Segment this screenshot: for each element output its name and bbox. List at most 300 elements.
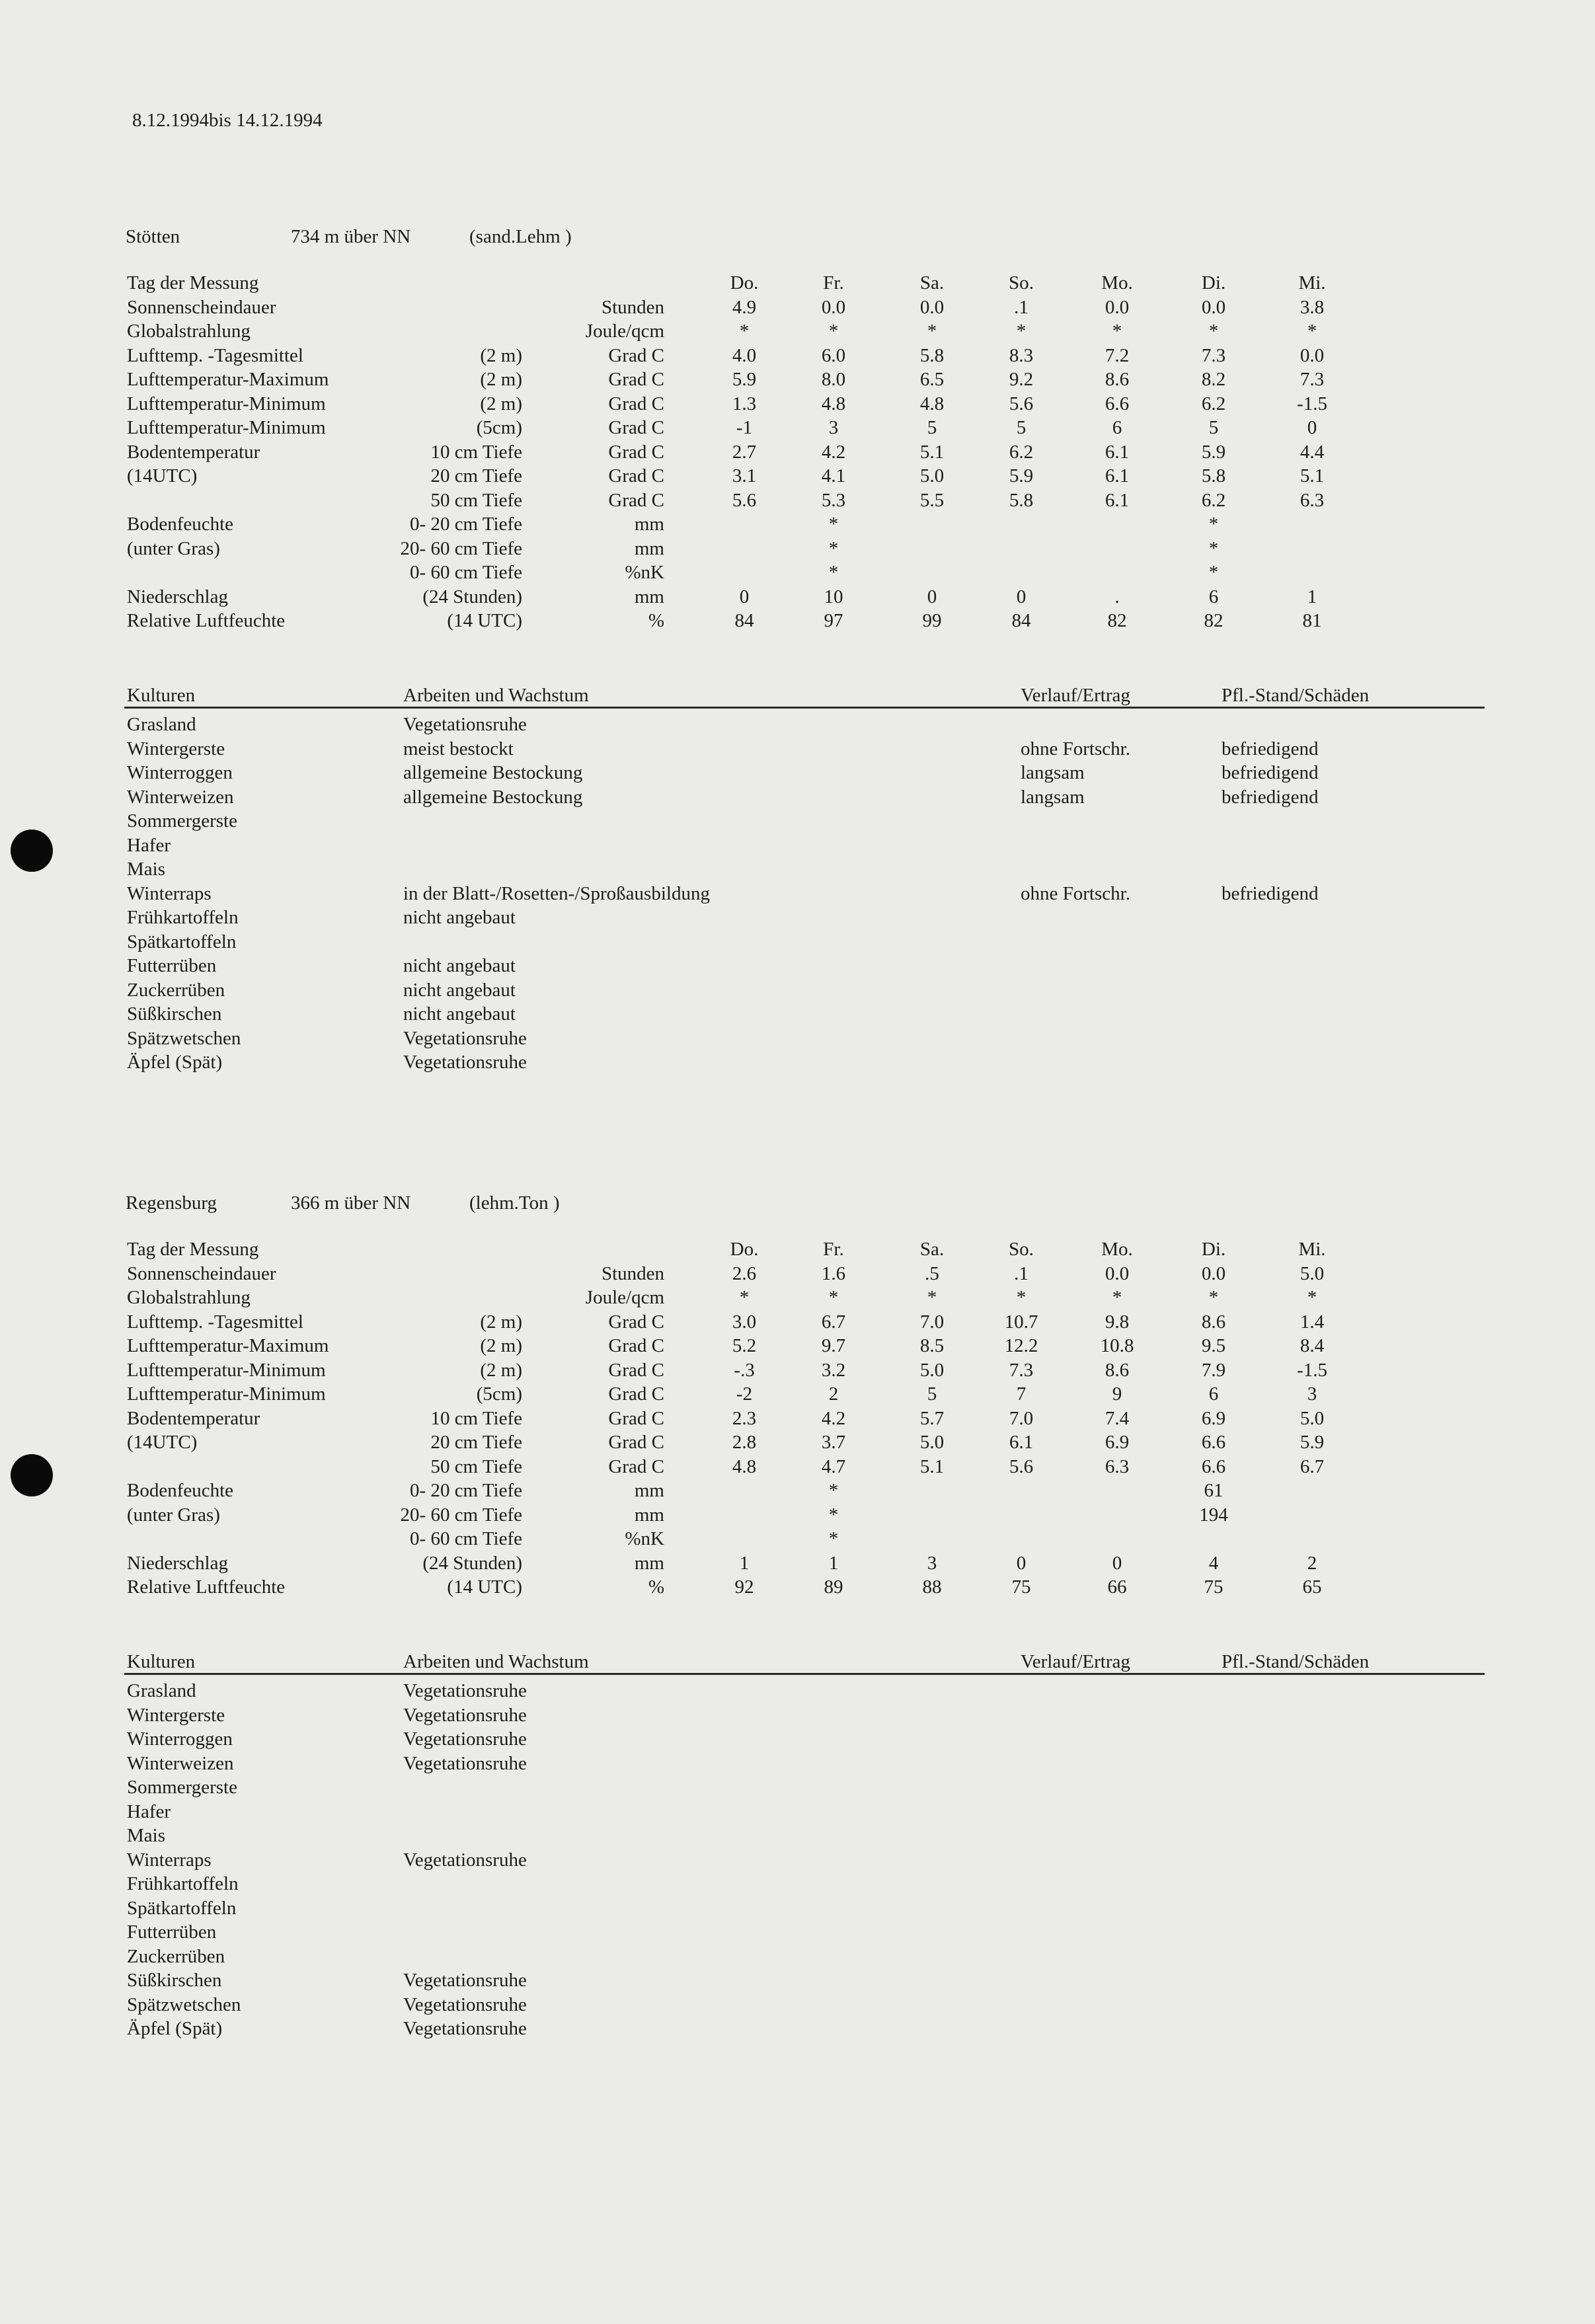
date-range: 8.12.1994bis 14.12.1994 xyxy=(132,110,323,131)
value-cell: 8.2 xyxy=(1201,369,1226,390)
value-cell: 8.3 xyxy=(1009,344,1034,366)
value-cell: 5.7 xyxy=(919,1407,945,1429)
crop-name: Grasland xyxy=(127,714,196,735)
crop-name: Spätkartoffeln xyxy=(127,931,237,952)
value-cell: * xyxy=(1208,1287,1219,1308)
value-cell: 3 xyxy=(927,1552,937,1574)
crop-stand: befriedigend xyxy=(1222,882,1319,904)
value-cell: 7.3 xyxy=(1300,369,1325,390)
value-cell: 7.4 xyxy=(1105,1407,1130,1429)
value-cell: 5.9 xyxy=(1201,441,1226,463)
value-cell: 5.0 xyxy=(1300,1262,1325,1284)
value-cell: 6 xyxy=(1208,1383,1219,1405)
row-label: Lufttemperatur-Maximum xyxy=(127,369,329,390)
row-sublabel: (14 UTC) xyxy=(447,610,522,631)
crop-name: Winterroggen xyxy=(127,1728,233,1750)
value-cell: * xyxy=(828,514,839,535)
row-unit: Joule/qcm xyxy=(585,321,664,342)
value-cell: 66 xyxy=(1107,1576,1127,1598)
row-label: Lufttemperatur-Minimum xyxy=(127,1383,326,1405)
value-cell: 5.6 xyxy=(1009,393,1034,414)
row-unit: Grad C xyxy=(608,441,664,463)
value-cell: 97 xyxy=(824,610,843,631)
value-cell: * xyxy=(1016,1287,1027,1308)
crop-arbeiten: in der Blatt-/Rosetten-/Sproßausbildung xyxy=(403,882,710,904)
value-cell: 3.0 xyxy=(732,1311,757,1333)
value-cell: 99 xyxy=(922,610,942,631)
row-label: Sonnenscheindauer xyxy=(127,296,276,318)
row-unit: %nK xyxy=(625,562,664,583)
row-unit: mm xyxy=(634,1480,664,1501)
day-header: Fr. xyxy=(823,1239,844,1260)
value-cell: 0.0 xyxy=(821,296,846,318)
value-cell: 7.0 xyxy=(1009,1407,1034,1429)
crop-name: Futterrüben xyxy=(127,955,217,976)
crop-arbeiten: nicht angebaut xyxy=(403,1003,516,1025)
row-label: Lufttemperatur-Minimum xyxy=(127,417,326,438)
row-unit: Grad C xyxy=(608,393,664,414)
row-sublabel: 0- 20 cm Tiefe xyxy=(410,514,522,535)
row-unit: Grad C xyxy=(608,1455,664,1477)
value-cell: 5.2 xyxy=(732,1335,757,1356)
value-cell: 1.6 xyxy=(821,1262,846,1284)
crop-arbeiten: allgemeine Bestockung xyxy=(403,786,583,808)
crop-name: Süßkirschen xyxy=(127,1003,222,1025)
value-cell: 9.8 xyxy=(1105,1311,1130,1333)
day-header: Fr. xyxy=(823,272,844,293)
value-cell: * xyxy=(1208,562,1219,583)
station-soil: (sand.Lehm ) xyxy=(469,226,572,247)
row-unit: mm xyxy=(634,514,664,535)
crop-name: Futterrüben xyxy=(127,1921,217,1943)
value-cell: 5.8 xyxy=(1201,465,1226,486)
value-cell: 6.2 xyxy=(1201,393,1226,414)
row-sublabel: (14 UTC) xyxy=(447,1576,522,1598)
value-cell: * xyxy=(927,1287,937,1308)
value-cell: 2.6 xyxy=(732,1262,757,1284)
value-cell: 5.8 xyxy=(919,344,945,366)
value-cell: 3.1 xyxy=(732,465,757,486)
crop-name: Spätkartoffeln xyxy=(127,1897,237,1919)
crop-header-stand: Pfl.-Stand/Schäden xyxy=(1222,1651,1370,1672)
row-sublabel: 20 cm Tiefe xyxy=(430,465,522,486)
value-cell: 1.4 xyxy=(1300,1311,1325,1333)
crop-name: Mais xyxy=(127,859,165,880)
value-cell: 84 xyxy=(734,610,754,631)
row-label: Bodentemperatur xyxy=(127,441,260,463)
row-unit: Stunden xyxy=(601,1262,664,1284)
row-label: (unter Gras) xyxy=(127,537,220,559)
row-sublabel: (5cm) xyxy=(476,1383,522,1405)
value-cell: 8.6 xyxy=(1105,1359,1130,1381)
value-cell: 6.2 xyxy=(1009,441,1034,463)
crop-name: Wintergerste xyxy=(127,1704,225,1726)
crop-header-arbeiten: Arbeiten und Wachstum xyxy=(403,1651,589,1672)
value-cell: * xyxy=(1112,1287,1122,1308)
crop-name: Winterroggen xyxy=(127,762,233,783)
value-cell: 3.2 xyxy=(821,1359,846,1381)
value-cell: 6.3 xyxy=(1105,1455,1130,1477)
value-cell: -2 xyxy=(736,1383,753,1405)
crop-name: Frühkartoffeln xyxy=(127,1873,239,1894)
row-unit: Stunden xyxy=(601,296,664,318)
value-cell: 89 xyxy=(824,1576,843,1598)
row-label: Sonnenscheindauer xyxy=(127,1262,276,1284)
value-cell: 6.9 xyxy=(1201,1407,1226,1429)
crop-name: Zuckerrüben xyxy=(127,1945,225,1967)
value-cell: 1 xyxy=(739,1552,750,1574)
value-cell: 0 xyxy=(1016,586,1027,607)
crop-name: Winterraps xyxy=(127,1849,212,1871)
value-cell: 6.7 xyxy=(821,1311,846,1333)
row-label: Lufttemperatur-Maximum xyxy=(127,1335,329,1356)
crop-arbeiten: Vegetationsruhe xyxy=(403,1680,527,1701)
row-unit: Grad C xyxy=(608,1335,664,1356)
value-cell: 0.0 xyxy=(1105,1262,1130,1284)
row-label: Relative Luftfeuchte xyxy=(127,610,286,631)
value-cell: 0.0 xyxy=(919,296,945,318)
row-unit: % xyxy=(648,610,664,631)
crop-name: Winterraps xyxy=(127,882,212,904)
row-sublabel: 50 cm Tiefe xyxy=(430,489,522,511)
value-cell: 65 xyxy=(1302,1576,1322,1598)
row-label: Tag der Messung xyxy=(127,272,259,293)
value-cell: 4.0 xyxy=(732,344,757,366)
value-cell: 5.0 xyxy=(919,465,945,486)
row-unit: mm xyxy=(634,537,664,559)
day-header: Mo. xyxy=(1101,1239,1133,1260)
value-cell: * xyxy=(739,321,750,342)
value-cell: 92 xyxy=(734,1576,754,1598)
day-header: Sa. xyxy=(919,272,945,293)
value-cell: * xyxy=(1307,1287,1317,1308)
crop-name: Äpfel (Spät) xyxy=(127,2018,223,2039)
punch-hole-top xyxy=(11,830,53,872)
row-unit: mm xyxy=(634,1504,664,1526)
crop-arbeiten: meist bestockt xyxy=(403,738,514,759)
value-cell: 9 xyxy=(1112,1383,1122,1405)
row-sublabel: 20- 60 cm Tiefe xyxy=(400,1504,522,1526)
value-cell: 12.2 xyxy=(1004,1335,1038,1356)
value-cell: 10.7 xyxy=(1004,1311,1038,1333)
value-cell: 5 xyxy=(927,417,937,438)
crop-header-arbeiten: Arbeiten und Wachstum xyxy=(403,685,589,706)
crop-arbeiten: nicht angebaut xyxy=(403,907,516,928)
value-cell: 5.9 xyxy=(1300,1432,1325,1453)
row-label: (unter Gras) xyxy=(127,1504,220,1526)
row-sublabel: 10 cm Tiefe xyxy=(430,441,522,463)
station-name: Stötten xyxy=(126,226,180,247)
value-cell: 0 xyxy=(1016,1552,1027,1574)
day-header: Di. xyxy=(1201,272,1226,293)
value-cell: 4.4 xyxy=(1300,441,1325,463)
value-cell: 5.0 xyxy=(919,1432,945,1453)
value-cell: * xyxy=(927,321,937,342)
row-sublabel: (2 m) xyxy=(480,1311,522,1333)
value-cell: 4.8 xyxy=(732,1455,757,1477)
row-unit: Grad C xyxy=(608,369,664,390)
row-label: Globalstrahlung xyxy=(127,1287,251,1308)
crop-arbeiten: Vegetationsruhe xyxy=(403,1052,527,1073)
value-cell: -1 xyxy=(736,417,753,438)
value-cell: 9.2 xyxy=(1009,369,1034,390)
row-label: Bodentemperatur xyxy=(127,1407,260,1429)
value-cell: 8.4 xyxy=(1300,1335,1325,1356)
value-cell: 5.8 xyxy=(1009,489,1034,511)
value-cell: 0 xyxy=(1307,417,1317,438)
row-label: (14UTC) xyxy=(127,1432,198,1453)
row-unit: Grad C xyxy=(608,1432,664,1453)
row-unit: mm xyxy=(634,1552,664,1574)
row-sublabel: 10 cm Tiefe xyxy=(430,1407,522,1429)
value-cell: 5.0 xyxy=(1300,1407,1325,1429)
crop-arbeiten: Vegetationsruhe xyxy=(403,2018,527,2039)
value-cell: 82 xyxy=(1107,610,1127,631)
crop-name: Spätzwetschen xyxy=(127,1994,241,2015)
crop-stand: befriedigend xyxy=(1222,786,1319,808)
crop-name: Frühkartoffeln xyxy=(127,907,239,928)
value-cell: 8.5 xyxy=(919,1335,945,1356)
row-label: Globalstrahlung xyxy=(127,321,251,342)
crop-arbeiten: allgemeine Bestockung xyxy=(403,762,583,783)
value-cell: 4.2 xyxy=(821,441,846,463)
station-elevation: 734 m über NN xyxy=(291,226,411,247)
value-cell: 3 xyxy=(828,417,839,438)
value-cell: 0 xyxy=(739,586,750,607)
value-cell: 75 xyxy=(1204,1576,1224,1598)
crop-arbeiten: Vegetationsruhe xyxy=(403,1849,527,1871)
station-name: Regensburg xyxy=(126,1192,217,1214)
crop-arbeiten: Vegetationsruhe xyxy=(403,1704,527,1726)
value-cell: 0.0 xyxy=(1201,296,1226,318)
value-cell: 7.3 xyxy=(1009,1359,1034,1381)
value-cell: 61 xyxy=(1204,1480,1224,1501)
row-label: Lufttemperatur-Minimum xyxy=(127,1359,326,1381)
value-cell: 4.1 xyxy=(821,465,846,486)
value-cell: * xyxy=(1016,321,1027,342)
row-unit: mm xyxy=(634,586,664,607)
value-cell: * xyxy=(828,1504,839,1526)
value-cell: 7.9 xyxy=(1201,1359,1226,1381)
row-sublabel: (5cm) xyxy=(476,417,522,438)
value-cell: 6.3 xyxy=(1300,489,1325,511)
row-label: Bodenfeuchte xyxy=(127,514,234,535)
crop-name: Wintergerste xyxy=(127,738,225,759)
crop-header-verlauf: Verlauf/Ertrag xyxy=(1021,1651,1130,1672)
row-unit: Grad C xyxy=(608,344,664,366)
value-cell: 6.2 xyxy=(1201,489,1226,511)
crop-stand: befriedigend xyxy=(1222,762,1319,783)
value-cell: -.3 xyxy=(734,1359,755,1381)
value-cell: 6.6 xyxy=(1201,1455,1226,1477)
value-cell: 1 xyxy=(828,1552,839,1574)
value-cell: 6.1 xyxy=(1105,489,1130,511)
value-cell: 8.0 xyxy=(821,369,846,390)
value-cell: 0.0 xyxy=(1105,296,1130,318)
station-elevation: 366 m über NN xyxy=(291,1192,411,1214)
crop-name: Mais xyxy=(127,1825,165,1846)
row-sublabel: (2 m) xyxy=(480,1359,522,1381)
value-cell: 5.9 xyxy=(1009,465,1034,486)
crop-header-kulturen: Kulturen xyxy=(127,685,196,706)
station-soil: (lehm.Ton ) xyxy=(469,1192,560,1214)
crop-name: Spätzwetschen xyxy=(127,1027,241,1049)
crop-verlauf: ohne Fortschr. xyxy=(1021,738,1130,759)
value-cell: 4.8 xyxy=(821,393,846,414)
value-cell: 6 xyxy=(1208,586,1219,607)
value-cell: 5.9 xyxy=(732,369,757,390)
value-cell: 4 xyxy=(1208,1552,1219,1574)
row-sublabel: 0- 60 cm Tiefe xyxy=(410,1528,522,1549)
value-cell: 5.0 xyxy=(919,1359,945,1381)
value-cell: 7.2 xyxy=(1105,344,1130,366)
day-header: Mo. xyxy=(1101,272,1133,293)
crop-verlauf: ohne Fortschr. xyxy=(1021,882,1130,904)
value-cell: 6.1 xyxy=(1009,1432,1034,1453)
row-label: Niederschlag xyxy=(127,1552,228,1574)
row-label: Niederschlag xyxy=(127,586,228,607)
row-sublabel: (24 Stunden) xyxy=(422,1552,522,1574)
row-unit: Grad C xyxy=(608,1407,664,1429)
value-cell: -1.5 xyxy=(1297,393,1327,414)
crop-table-rule xyxy=(124,1673,1485,1675)
value-cell: 7.3 xyxy=(1201,344,1226,366)
value-cell: 0 xyxy=(1112,1552,1122,1574)
crop-header-kulturen: Kulturen xyxy=(127,1651,196,1672)
value-cell: 4.8 xyxy=(919,393,945,414)
value-cell: 5.1 xyxy=(919,441,945,463)
value-cell: 4.7 xyxy=(821,1455,846,1477)
day-header: Mi. xyxy=(1298,1239,1326,1260)
row-label: Lufttemperatur-Minimum xyxy=(127,393,326,414)
crop-header-stand: Pfl.-Stand/Schäden xyxy=(1222,685,1370,706)
value-cell: .1 xyxy=(1014,1262,1029,1284)
value-cell: 5.6 xyxy=(732,489,757,511)
row-label: Bodenfeuchte xyxy=(127,1480,234,1501)
value-cell: * xyxy=(1208,537,1219,559)
value-cell: 82 xyxy=(1204,610,1224,631)
value-cell: 5.1 xyxy=(919,1455,945,1477)
row-unit: Grad C xyxy=(608,1359,664,1381)
day-header: Sa. xyxy=(919,1239,945,1260)
value-cell: 6.6 xyxy=(1201,1432,1226,1453)
value-cell: * xyxy=(828,321,839,342)
value-cell: . xyxy=(1114,586,1120,607)
value-cell: * xyxy=(739,1287,750,1308)
value-cell: 5.3 xyxy=(821,489,846,511)
row-sublabel: 50 cm Tiefe xyxy=(430,1455,522,1477)
row-unit: Joule/qcm xyxy=(585,1287,664,1308)
row-unit: Grad C xyxy=(608,489,664,511)
value-cell: -1.5 xyxy=(1297,1359,1327,1381)
crop-arbeiten: Vegetationsruhe xyxy=(403,1970,527,1991)
value-cell: 6.9 xyxy=(1105,1432,1130,1453)
row-unit: Grad C xyxy=(608,465,664,486)
punch-hole-bottom xyxy=(11,1454,53,1496)
crop-verlauf: langsam xyxy=(1021,762,1085,783)
value-cell: 88 xyxy=(922,1576,942,1598)
value-cell: 81 xyxy=(1302,610,1322,631)
value-cell: 6.0 xyxy=(821,344,846,366)
row-label: Relative Luftfeuchte xyxy=(127,1576,286,1598)
crop-name: Äpfel (Spät) xyxy=(127,1052,223,1073)
value-cell: .1 xyxy=(1014,296,1029,318)
crop-name: Zuckerrüben xyxy=(127,979,225,1001)
value-cell: 2.7 xyxy=(732,441,757,463)
crop-name: Sommergerste xyxy=(127,810,237,832)
crop-stand: befriedigend xyxy=(1222,738,1319,759)
crop-name: Süßkirschen xyxy=(127,1970,222,1991)
row-unit: Grad C xyxy=(608,1383,664,1405)
value-cell: 3 xyxy=(1307,1383,1317,1405)
row-sublabel: (2 m) xyxy=(480,1335,522,1356)
row-label: Tag der Messung xyxy=(127,1239,259,1260)
row-unit: Grad C xyxy=(608,417,664,438)
day-header: Do. xyxy=(730,1239,759,1260)
value-cell: 5.1 xyxy=(1300,465,1325,486)
crop-arbeiten: nicht angebaut xyxy=(403,955,516,976)
row-sublabel: (2 m) xyxy=(480,369,522,390)
value-cell: 75 xyxy=(1011,1576,1031,1598)
crop-arbeiten: Vegetationsruhe xyxy=(403,714,527,735)
row-label: (14UTC) xyxy=(127,465,198,486)
value-cell: * xyxy=(1208,321,1219,342)
value-cell: 10 xyxy=(824,586,843,607)
value-cell: 2.8 xyxy=(732,1432,757,1453)
value-cell: 3.7 xyxy=(821,1432,846,1453)
row-sublabel: 20 cm Tiefe xyxy=(430,1432,522,1453)
value-cell: 194 xyxy=(1199,1504,1228,1526)
value-cell: * xyxy=(828,1480,839,1501)
value-cell: * xyxy=(1112,321,1122,342)
value-cell: 6.7 xyxy=(1300,1455,1325,1477)
value-cell: * xyxy=(828,562,839,583)
value-cell: 8.6 xyxy=(1105,369,1130,390)
value-cell: 2.3 xyxy=(732,1407,757,1429)
value-cell: 2 xyxy=(828,1383,839,1405)
row-unit: % xyxy=(648,1576,664,1598)
value-cell: 0 xyxy=(927,586,937,607)
day-header: Di. xyxy=(1201,1239,1226,1260)
row-sublabel: 0- 20 cm Tiefe xyxy=(410,1480,522,1501)
value-cell: 6.6 xyxy=(1105,393,1130,414)
row-sublabel: (24 Stunden) xyxy=(422,586,522,607)
crop-name: Grasland xyxy=(127,1680,196,1701)
value-cell: 4.2 xyxy=(821,1407,846,1429)
value-cell: 4.9 xyxy=(732,296,757,318)
value-cell: 5 xyxy=(927,1383,937,1405)
row-sublabel: (2 m) xyxy=(480,393,522,414)
crop-table-rule xyxy=(124,707,1485,709)
row-sublabel: 20- 60 cm Tiefe xyxy=(400,537,522,559)
row-sublabel: (2 m) xyxy=(480,344,522,366)
value-cell: 6 xyxy=(1112,417,1122,438)
day-header: So. xyxy=(1009,1239,1034,1260)
value-cell: 2 xyxy=(1307,1552,1317,1574)
value-cell: * xyxy=(828,1287,839,1308)
value-cell: * xyxy=(1307,321,1317,342)
crop-verlauf: langsam xyxy=(1021,786,1085,808)
crop-name: Winterweizen xyxy=(127,1752,234,1774)
value-cell: .5 xyxy=(925,1262,939,1284)
value-cell: * xyxy=(828,537,839,559)
value-cell: 1 xyxy=(1307,586,1317,607)
row-unit: Grad C xyxy=(608,1311,664,1333)
crop-arbeiten: Vegetationsruhe xyxy=(403,1994,527,2015)
row-unit: %nK xyxy=(625,1528,664,1549)
value-cell: 3.8 xyxy=(1300,296,1325,318)
crop-arbeiten: nicht angebaut xyxy=(403,979,516,1001)
